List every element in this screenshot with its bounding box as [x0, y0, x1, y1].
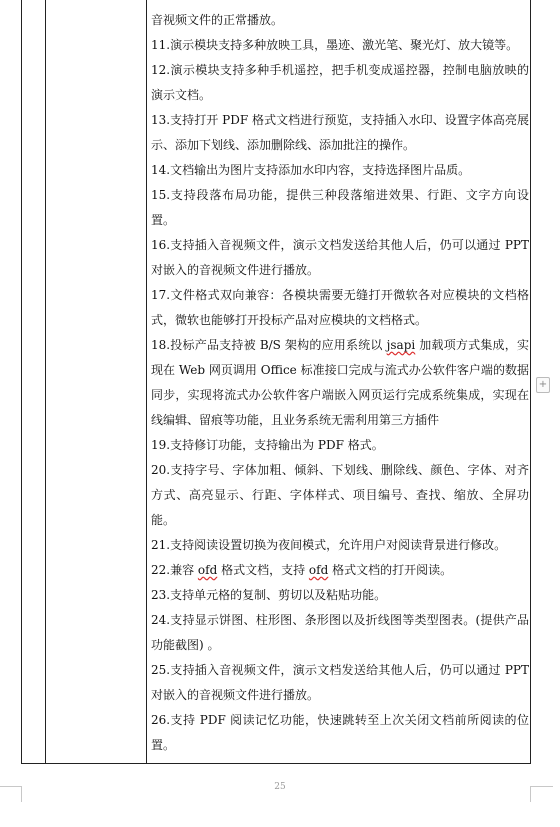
- paragraph-text: 24.支持显示饼图、柱形图、条形图以及折线图等类型图表。(提供产品功能截图) 。: [151, 613, 529, 652]
- paragraph-text: 11.演示模块支持多种放映工具，墨迹、激光笔、聚光灯、放大镜等。: [151, 38, 519, 52]
- paragraph-p21: [151, 533, 529, 558]
- spellcheck-flagged-word: ofd: [197, 563, 218, 577]
- paragraph-p12: [151, 58, 529, 108]
- paragraph-text: 18.投标产品支持被 B/S 架构的应用系统以: [151, 338, 387, 352]
- paragraph-p26: [151, 708, 529, 758]
- paragraph-text: 14.文档输出为图片支持添加水印内容，支持选择图片品质。: [151, 163, 471, 177]
- paragraph-text: 25.支持插入音视频文件，演示文档发送给其他人后，仍可以通过 PPT 对嵌入的音视频文件进行播放。: [151, 663, 529, 702]
- paragraph-p11: [151, 33, 529, 58]
- paragraph-text: 23.支持单元格的复制、剪切以及粘贴功能。: [151, 588, 387, 602]
- table-column-divider-1: [45, 0, 46, 763]
- paragraph-text: 加载项方式集成，实现在 Web 网页调用 Office 标准接口完成与流式办公软件客户端的数据同步，实现将流式办公软件客户端嵌入网页运行完成系统集成，实现在线编辑、留痕等功能，且业务系统无需利用第三方插件: [151, 338, 529, 427]
- paragraph-p14: [151, 158, 529, 183]
- spellcheck-flagged-word: ofd: [308, 563, 329, 577]
- paragraph-p25: [151, 658, 529, 708]
- spellcheck-flagged-word: jsapi: [386, 338, 416, 352]
- paragraph-p20: [151, 458, 529, 533]
- paragraph-text: 音视频文件的正常播放。: [151, 13, 284, 27]
- paragraph-p16: [151, 233, 529, 283]
- paragraph-text: 20.支持字号、字体加粗、倾斜、下划线、删除线、颜色、字体、对齐方式、高亮显示、行距、字体样式、项目编号、查找、缩放、全屏功能。: [151, 463, 529, 527]
- page-number: 25: [274, 782, 286, 792]
- paragraph-text: 17.文件格式双向兼容：各模块需要无缝打开微软各对应模块的文档格式，微软也能够打开投标产品对应模块的文档格式。: [151, 288, 529, 327]
- paragraph-p18: [151, 333, 529, 433]
- paragraph-text: 12.演示模块支持多种手机遥控，把手机变成遥控器，控制电脑放映的演示文档。: [151, 63, 529, 102]
- paragraph-p23: [151, 583, 529, 608]
- expand-plus-icon[interactable]: +: [536, 377, 550, 393]
- paragraph-p22: [151, 558, 529, 583]
- paragraph-text: 21.支持阅读设置切换为夜间模式，允许用户对阅读背景进行修改。: [151, 538, 507, 552]
- paragraph-p17: [151, 283, 529, 333]
- paragraph-p13: [151, 108, 529, 158]
- paragraph-text: 格式文档的打开阅读。: [328, 563, 453, 577]
- paragraph-text: 16.支持插入音视频文件，演示文档发送给其他人后，仍可以通过 PPT 对嵌入的音视频文件进行播放。: [151, 238, 529, 277]
- paragraph-p19: [151, 433, 529, 458]
- paragraph-text: 22.兼容: [151, 563, 198, 577]
- paragraph-p24: [151, 608, 529, 658]
- paragraph-p10-cont: [151, 8, 529, 33]
- requirements-cell-content: [151, 8, 529, 758]
- paragraph-text: 15.支持段落布局功能，提供三种段落缩进效果、行距、文字方向设置。: [151, 188, 529, 227]
- paragraph-text: 13.支持打开 PDF 格式文档进行预览，支持插入水印、设置字体高亮展示、添加下划线、添加删除线、添加批注的操作。: [151, 113, 529, 152]
- paragraph-text: 19.支持修订功能，支持输出为 PDF 格式。: [151, 438, 384, 452]
- paragraph-text: 格式文档，支持: [217, 563, 309, 577]
- paragraph-p15: [151, 183, 529, 233]
- paragraph-text: 26.支持 PDF 阅读记忆功能，快速跳转至上次关闭文档前所阅读的位置。: [151, 713, 529, 752]
- table-column-divider-2: [146, 0, 147, 763]
